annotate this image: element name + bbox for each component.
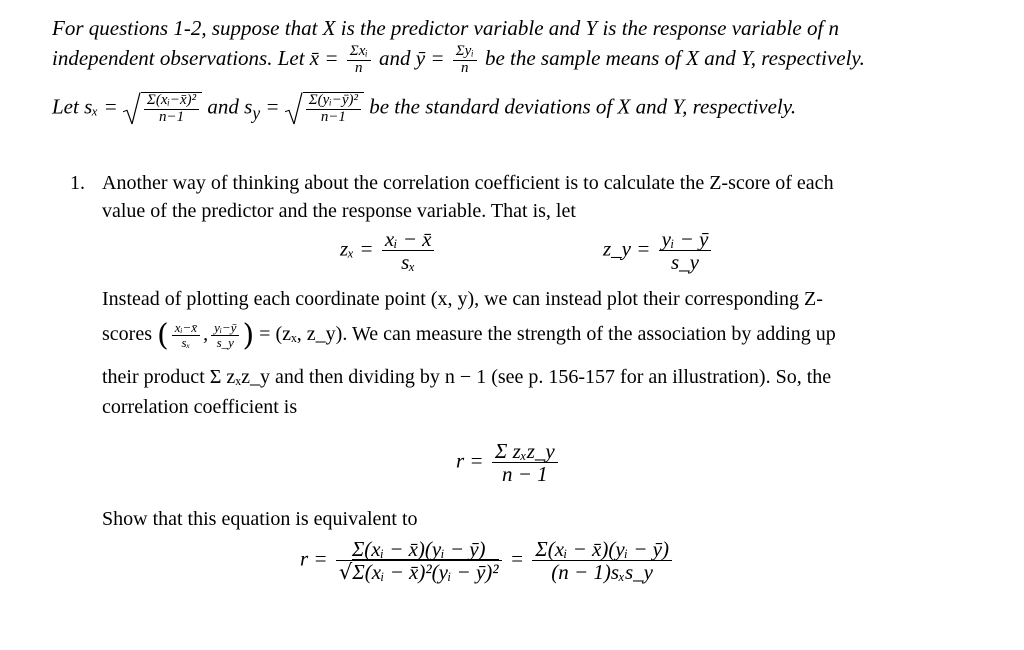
- mean-y-numerator: Σyᵢ: [453, 44, 477, 61]
- r3-denominator: (n − 1)sₓs_y: [551, 560, 653, 585]
- zx-denominator: sₓ: [401, 250, 416, 275]
- r2-fraction: [336, 538, 502, 583]
- zscore-y-numerator: yᵢ−ȳ: [211, 321, 239, 336]
- r-equivalent-formula: [300, 538, 675, 583]
- scores-word: scores: [102, 323, 152, 346]
- r-denominator: n − 1: [501, 462, 548, 487]
- intro-line-2-text-a: independent observations. Let x̄ =: [52, 46, 344, 71]
- zy-numerator: yᵢ − ȳ: [659, 228, 712, 251]
- question-p2-line-2: scores ( $\frac{\text{xᵢ−x̄}}{\text{sₓ}}$ , $\frac{\text{yᵢ−ȳ}}{s\_y}$ ) = (zₓ, z_y). We can measure the strength of the association by adding up: [102, 318, 836, 353]
- sx-fraction: [144, 93, 199, 126]
- show-that-text: Show that this equation is equivalent to: [102, 508, 418, 530]
- sx-sqrt: [123, 92, 202, 126]
- radical-sign-icon: [123, 92, 141, 126]
- r2-equals: =: [509, 546, 524, 571]
- mean-x-denominator: n: [355, 59, 363, 76]
- sy-sqrt: [285, 92, 364, 126]
- sx-numerator: Σ(xᵢ−x̄)²: [144, 93, 199, 110]
- intro-line-1: For questions 1-2, suppose that X is the predictor variable and Y is the response variable of n: [52, 16, 840, 40]
- sx-denominator: n−1: [158, 108, 185, 125]
- zscore-x-denominator: sₓ: [181, 335, 191, 350]
- question-p2-line-4: correlation coefficient is: [102, 396, 298, 418]
- zscore-x-numerator: xᵢ−x̄: [172, 321, 200, 336]
- intro-line-3-text-b: and s: [207, 94, 253, 119]
- radical-sign-icon: √: [338, 560, 353, 585]
- question-p1-line-2: value of the predictor and the response variable. That is, let: [102, 200, 576, 222]
- right-paren-icon: ): [242, 318, 255, 353]
- left-paren-icon: (: [156, 318, 169, 353]
- r2-denominator-wrap: [336, 561, 502, 583]
- sy-fraction: [306, 93, 361, 126]
- intro-line-3-text-a: Let sₓ =: [52, 94, 118, 119]
- intro-line-2-text-b: and ȳ =: [379, 46, 445, 71]
- question-p2-line-3: their product Σ zₓz_y and then dividing by n − 1 (see p. 156-157 for an illustration). So, the: [102, 366, 832, 388]
- r2-lhs: r =: [300, 546, 328, 571]
- zscore-y-denominator: s_y: [216, 335, 234, 350]
- sy-denominator: n−1: [320, 108, 346, 125]
- sy-numerator: Σ(yᵢ−ȳ)²: [306, 93, 361, 110]
- r3-numerator: Σ(xᵢ − x̄)(yᵢ − ȳ): [532, 538, 672, 561]
- zy-fraction: [659, 228, 712, 273]
- mean-x-fraction: [347, 44, 371, 77]
- intro-line-3-equals: =: [265, 94, 280, 119]
- zx-fraction: [382, 228, 435, 273]
- mean-y-denominator: n: [460, 59, 469, 76]
- intro-line-3: [52, 92, 796, 126]
- intro-line-3-text-c: be the standard deviations of X and Y, respectively.: [369, 94, 797, 119]
- radical-sign-icon: [285, 92, 303, 126]
- zy-definition: [603, 228, 714, 273]
- mean-y-fraction: [453, 44, 477, 77]
- r-numerator: Σ zₓz_y: [492, 440, 558, 463]
- intro-line-2-text-c: be the sample means of X and Y, respectively.: [484, 46, 865, 71]
- zscore-fraction-y: [211, 321, 239, 349]
- mean-x-numerator: Σxᵢ: [347, 44, 371, 61]
- r-lhs: r =: [456, 448, 484, 473]
- zx-definition: [340, 228, 437, 273]
- zx-numerator: xᵢ − x̄: [382, 228, 435, 251]
- r2-numerator: Σ(xᵢ − x̄)(yᵢ − ȳ): [336, 538, 502, 561]
- r-formula: [456, 440, 561, 485]
- r3-fraction: [532, 538, 672, 583]
- intro-line-2: [52, 44, 865, 77]
- question-p2-line-1: Instead of plotting each coordinate point (x, y), we can instead plot their corresponding Z-: [102, 288, 823, 310]
- intro-line-3-sub: y: [252, 102, 261, 123]
- r2-denominator: Σ(xᵢ − x̄)²(yᵢ − ȳ)²: [352, 560, 499, 585]
- zy-lhs: z_y =: [603, 236, 651, 261]
- question-number: 1.: [70, 172, 85, 194]
- zy-denominator: s_y: [670, 250, 699, 275]
- question-p1-line-1: Another way of thinking about the correlation coefficient is to calculate the Z-score of each: [102, 172, 834, 194]
- question-p2-line-2-rest: = (zₓ, z_y). We can measure the strength of the association by adding up: [259, 323, 836, 346]
- r-fraction: [492, 440, 558, 485]
- zx-lhs: zₓ =: [340, 236, 374, 261]
- zscore-fraction-x: [172, 321, 200, 349]
